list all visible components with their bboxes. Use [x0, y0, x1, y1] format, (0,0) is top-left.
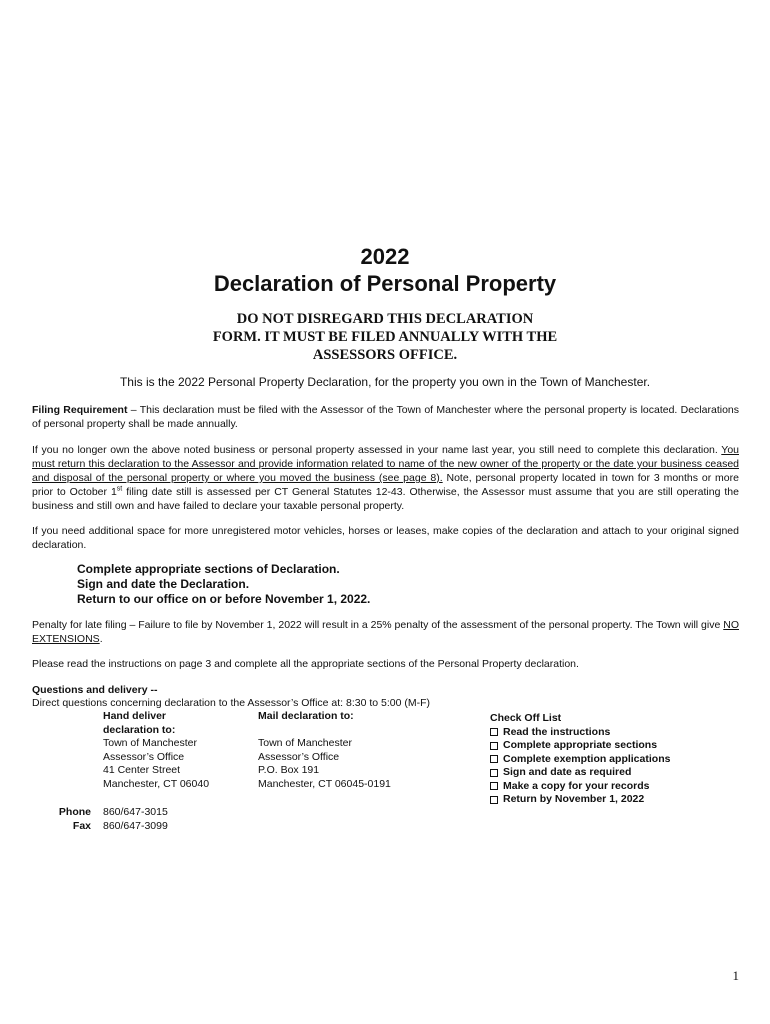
- no-longer-text: If you no longer own the above noted business or personal property assessed in your name last year, you still need to complete this declaration.: [32, 444, 722, 456]
- page-number: 1: [732, 968, 739, 983]
- phone-number: 860/647-3015: [103, 806, 168, 818]
- warning-line: ASSESSORS OFFICE.: [312, 347, 458, 363]
- no-longer-text: Note, personal property located in town for 3 months or more prior to October 1: [32, 472, 739, 498]
- checklist-item-label: Read the instructions: [503, 725, 611, 738]
- no-longer-own-paragraph: [32, 443, 739, 513]
- mail-title: Mail declaration to:: [258, 710, 354, 722]
- warning-line: DO NOT DISREGARD THIS DECLARATION: [236, 311, 534, 327]
- spacer: [258, 724, 391, 738]
- checklist-item-label: Make a copy for your records: [503, 779, 650, 792]
- questions-heading: Questions and delivery --: [32, 684, 158, 696]
- hand-deliver-address: [103, 710, 209, 791]
- check-off-title: Check Off List: [490, 712, 562, 724]
- penalty-text: .: [99, 633, 103, 645]
- checklist-item-label: Return by November 1, 2022: [503, 793, 645, 805]
- checklist-item-label: Complete exemption applications: [503, 752, 671, 765]
- check-off-list: [490, 712, 670, 807]
- filing-step: Complete appropriate sections of Declaration.: [77, 562, 340, 576]
- checkbox-icon[interactable]: [490, 796, 498, 804]
- additional-space-paragraph: If you need additional space for more unregistered motor vehicles, horses or leases, make copies of the declaration and attach to your original signed declaration.: [32, 525, 739, 551]
- form-year: 2022: [360, 244, 410, 269]
- warning-line: FORM. IT MUST BE FILED ANNUALLY WITH THE: [212, 329, 558, 345]
- checkbox-icon[interactable]: [490, 742, 498, 750]
- filing-steps: [77, 562, 370, 607]
- phone-label: Phone: [58, 806, 91, 818]
- no-longer-underlined-text: You must return this declaration to the Assessor and provide information related to name of the new owner of the property or the date your business ceased and disposal of the personal property or where you moved the business (see page 8).: [32, 444, 739, 484]
- ordinal-suffix: st: [116, 485, 123, 493]
- address-line: P.O. Box 191: [258, 764, 320, 776]
- address-line: Manchester, CT 06045-0191: [258, 777, 391, 790]
- address-line: Town of Manchester: [103, 737, 197, 749]
- fax-label: Fax: [72, 820, 91, 832]
- filing-requirement-paragraph: [32, 403, 739, 431]
- mail-address: [258, 710, 391, 791]
- checkbox-icon[interactable]: [490, 782, 498, 790]
- filing-step: Return to our office on or before November 1, 2022.: [77, 592, 371, 606]
- address-line: Town of Manchester: [258, 737, 352, 749]
- checklist-item[interactable]: [490, 793, 670, 807]
- checkbox-icon[interactable]: [490, 755, 498, 763]
- hand-deliver-title: Hand deliver: [103, 710, 167, 722]
- checklist-item-label: Complete appropriate sections: [503, 739, 658, 751]
- checklist-item[interactable]: [490, 780, 670, 794]
- filing-requirement-text: – This declaration must be filed with the Assessor of the Town of Manchester where the personal property is located. Declarations of personal property shall be made annually.: [32, 404, 739, 430]
- penalty-text: Penalty for late filing – Failure to file by November 1, 2022 will result in a 25% penalty of the assessment of the personal property. The Town will give: [32, 619, 724, 631]
- address-line: Assessor’s Office: [258, 750, 340, 763]
- checkbox-icon[interactable]: [490, 769, 498, 777]
- checklist-item[interactable]: [490, 753, 670, 767]
- filing-step: Sign and date the Declaration.: [77, 577, 250, 591]
- address-line: 41 Center Street: [103, 764, 181, 776]
- checkbox-icon[interactable]: [490, 728, 498, 736]
- late-penalty-paragraph: [32, 618, 739, 646]
- filing-warning: [185, 310, 585, 364]
- intro-text: This is the 2022 Personal Property Declaration, for the property you own in the Town of Manchester.: [119, 375, 651, 389]
- read-instructions-paragraph: Please read the instructions on page 3 and complete all the appropriate sections of the Personal Property declaration.: [32, 658, 579, 670]
- no-extensions-text: NO EXTENSIONS: [32, 619, 739, 645]
- checklist-item-label: Sign and date as required: [503, 766, 632, 778]
- address-line: Manchester, CT 06040: [103, 777, 210, 790]
- phone-contact: [55, 806, 168, 820]
- hand-deliver-title: declaration to:: [103, 723, 176, 736]
- filing-requirement-label: Filing Requirement: [32, 404, 128, 416]
- address-line: Assessor’s Office: [103, 750, 185, 763]
- checklist-item[interactable]: [490, 766, 670, 780]
- form-title: Declaration of Personal Property: [213, 271, 557, 296]
- fax-number: 860/647-3099: [103, 820, 168, 832]
- checklist-item[interactable]: [490, 739, 670, 753]
- no-longer-text: filing date still is assessed per CT General Statutes 12-43. Otherwise, the Assessor must assume that you are still operating the business and still own and have failed to declare your taxable personal property.: [32, 486, 739, 512]
- fax-contact: [55, 820, 168, 834]
- checklist-item[interactable]: [490, 726, 670, 740]
- questions-direct-text: Direct questions concerning declaration to the Assessor’s Office at: 8:30 to 5:00 (M-F): [32, 697, 431, 709]
